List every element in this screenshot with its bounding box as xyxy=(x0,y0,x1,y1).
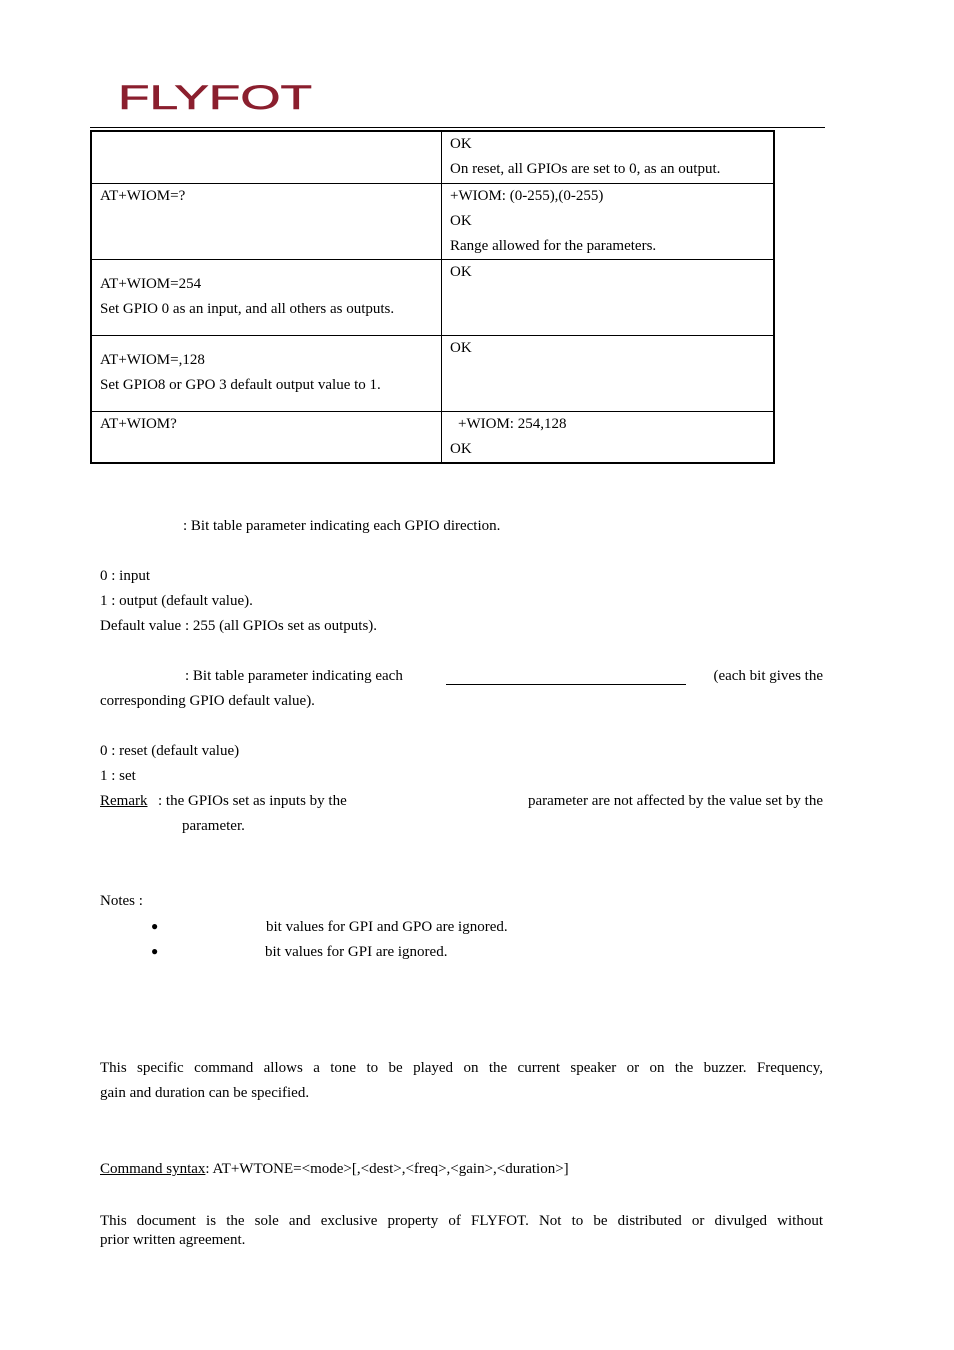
remark-text-a: : the GPIOs set as inputs by the xyxy=(158,793,347,809)
param-direction-value-1: 1 : output (default value). xyxy=(100,593,253,609)
command-syntax xyxy=(100,1157,569,1182)
cell-line: AT+WIOM=? xyxy=(100,187,186,204)
cell-line: OK xyxy=(450,339,472,356)
table-cell-response xyxy=(442,259,775,335)
table-row xyxy=(91,131,774,183)
bullet-icon: ● xyxy=(151,944,159,958)
cell-line: OK xyxy=(450,212,472,229)
cell-line: +WIOM: 254,128 xyxy=(458,415,567,432)
table-cell-command xyxy=(91,183,442,259)
cell-line: Range allowed for the parameters. xyxy=(450,237,657,254)
cell-line: +WIOM: (0-255),(0-255) xyxy=(450,187,604,204)
param-direction-desc: : Bit table parameter indicating each GPIO direction. xyxy=(183,518,501,534)
table-row xyxy=(91,183,774,259)
underlined-blank xyxy=(446,670,686,685)
remark-text-c: parameter. xyxy=(182,818,245,834)
flyfot-logo xyxy=(118,80,314,112)
cell-line: OK xyxy=(450,136,472,152)
table-cell-response xyxy=(442,335,775,411)
param-direction-value-0: 0 : input xyxy=(100,568,151,584)
footer-line2: prior written agreement. xyxy=(100,1232,246,1248)
table-cell-response xyxy=(442,183,775,259)
notes-title: Notes : xyxy=(100,893,143,909)
syntax-label: Command syntax xyxy=(100,1161,206,1177)
param-output-value-1: 1 : set xyxy=(100,768,136,784)
bullet-icon: ● xyxy=(151,919,159,933)
wtone-description-line2: gain and duration can be specified. xyxy=(100,1085,310,1101)
cell-line: OK xyxy=(450,263,472,280)
table-row xyxy=(91,411,774,463)
table-cell-command xyxy=(91,259,442,335)
remark-text-b: parameter are not affected by the value set by the xyxy=(528,793,823,809)
cell-line: AT+WIOM=254 xyxy=(100,275,202,292)
param-direction-default: Default value : 255 (all GPIOs set as outputs). xyxy=(100,618,378,634)
footer-line1: This document is the sole and exclusive property of FLYFOT. Not to be distributed or divulged without xyxy=(100,1213,823,1229)
table-cell-command xyxy=(91,335,442,411)
table-row xyxy=(91,335,774,411)
command-table xyxy=(90,130,775,464)
remark-label: Remark xyxy=(100,793,148,809)
header-divider xyxy=(90,127,825,128)
cell-line: OK xyxy=(450,440,472,457)
note-item: bit values for GPI and GPO are ignored. xyxy=(266,919,508,935)
cell-line: AT+WIOM? xyxy=(100,415,177,432)
param-output-desc-c: corresponding GPIO default value). xyxy=(100,693,315,709)
table-cell-response xyxy=(442,411,775,463)
cell-line: AT+WIOM=,128 xyxy=(100,351,205,368)
table-cell-response xyxy=(442,131,775,183)
cell-line: Set GPIO8 or GPO 3 default output value to 1. xyxy=(100,376,381,393)
cell-line: Set GPIO 0 as an input, and all others as outputs. xyxy=(100,300,395,317)
note-item: bit values for GPI are ignored. xyxy=(265,944,448,960)
table-cell-command xyxy=(91,131,442,183)
wtone-description-line1: This specific command allows a tone to be played on the current speaker or on the buzzer. Frequency, xyxy=(100,1060,823,1076)
table-cell-command xyxy=(91,411,442,463)
cell-line: On reset, all GPIOs are set to 0, as an output. xyxy=(450,161,721,177)
table-row xyxy=(91,259,774,335)
logo-text: FLYFOT xyxy=(118,80,312,112)
param-output-desc-b: (each bit gives the xyxy=(713,668,823,684)
param-output-desc-a: : Bit table parameter indicating each xyxy=(185,668,403,684)
param-output-value-0: 0 : reset (default value) xyxy=(100,743,240,759)
syntax-value: : AT+WTONE=<mode>[,<dest>,<freq>,<gain>,<duration>] xyxy=(205,1161,569,1177)
